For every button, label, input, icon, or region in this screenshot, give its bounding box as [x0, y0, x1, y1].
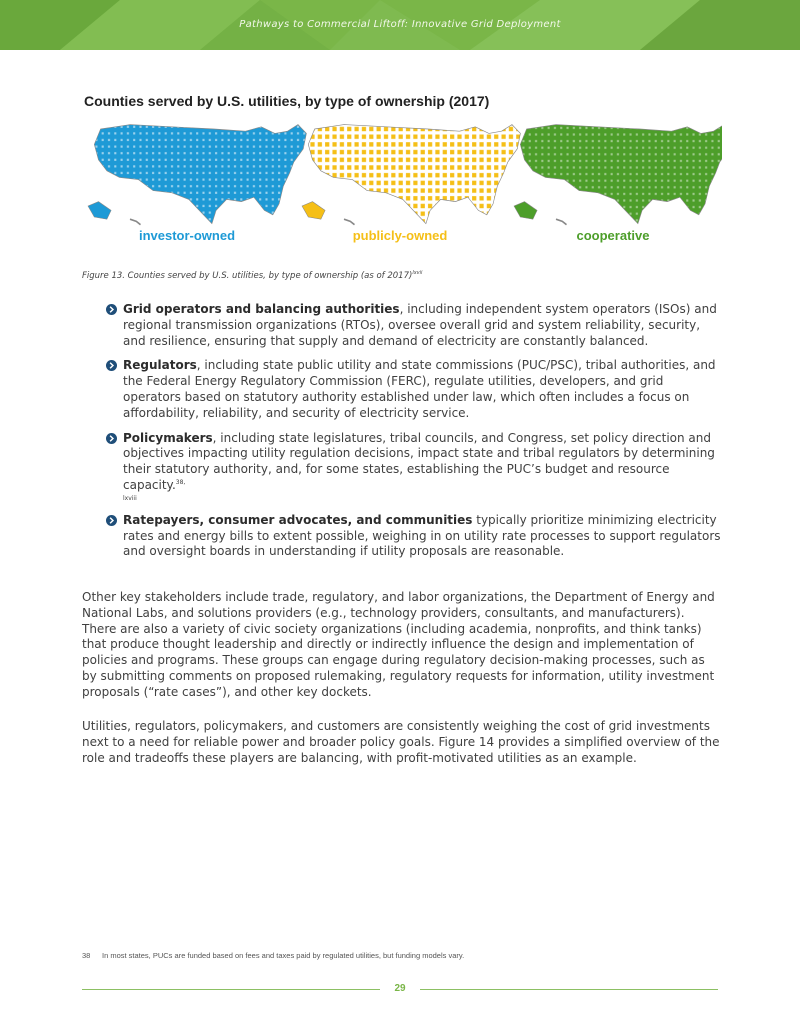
footnote-number: 38: [82, 951, 91, 960]
stakeholder-list: [106, 302, 722, 569]
header-title: Pathways to Commercial Liftoff: Innovative Grid Deployment: [239, 19, 561, 30]
page-number: 29: [394, 983, 406, 994]
figure-caption-ref: lxvii: [412, 270, 423, 276]
footer-rule-right: [420, 989, 718, 990]
list-item-endnote-ref: lxviii: [123, 494, 137, 502]
map-publicly-owned: [302, 125, 520, 225]
chevron-circle-icon: [106, 360, 117, 371]
list-item-title: Ratepayers, consumer advocates, and communities: [123, 512, 473, 527]
header-banner: [0, 0, 800, 50]
list-item: [106, 358, 722, 421]
body-paragraph: Other key stakeholders include trade, regulatory, and labor organizations, the Department of Energy and National Labs, and solutions providers (e.g., technology providers, consultants, and manufacturers). There are also a variety of civic society organizations (including academia, nonprofits, and think tanks) that produce thought leadership and directly or indirectly influence the design and implementation of policies and programs. These groups can engage during regulatory decision-making processes, such as by submitting comments on proposed rulemaking, regulatory requests for information, utility investment proposals (“rate cases”), and other key dockets.: [82, 590, 715, 699]
map-label-cooperative: cooperative: [576, 228, 650, 243]
map-cooperative: [514, 125, 722, 225]
list-item: [106, 431, 722, 504]
list-item: [106, 302, 722, 349]
map-label-investor-owned: investor-owned: [138, 228, 236, 243]
map-investor-owned: [88, 125, 306, 225]
chevron-circle-icon: [106, 304, 117, 315]
footnote: [82, 951, 464, 960]
list-item-text: , including state legislatures, tribal councils, and Congress, set policy direction and objectives impacting utility regulation decisions, impact state and tribal regulators by determining their statutory authority, and, for some states, establishing the PUC’s budget and resource capacity.: [123, 430, 715, 492]
body-paragraph: Utilities, regulators, policymakers, and customers are consistently weighing the cost of grid investments next to a need for reliable power and broader policy goals. Figure 14 provides a simplified overview of the role and tradeoffs these players are balancing, with profit-motivated utilities as an example.: [82, 719, 720, 765]
list-item-title: Regulators: [123, 358, 197, 373]
figure-caption: [82, 270, 422, 281]
list-item-text: , including state public utility and state commissions (PUC/PSC), tribal authorities, and the Federal Energy Regulatory Commission (FERC), regulate utilities, developers, and grid operators based on statutory authority established under law, which often includes a focus on affordability, reliability, and security of electricity service.: [123, 358, 716, 420]
chevron-circle-icon: [106, 433, 117, 444]
figure-title: Counties served by U.S. utilities, by type of ownership (2017): [84, 93, 490, 109]
list-item-text: typically prioritize minimizing electricity rates and energy bills to extent possible, weighing in on utility rate processes to support regulators and oversight boards in understanding if utility proposals are reasonable.: [123, 512, 721, 559]
chevron-circle-icon: [106, 515, 117, 526]
list-item-title: Grid operators and balancing authorities: [123, 302, 400, 316]
list-item-text: , including independent system operators (ISOs) and regional transmission organizations (RTOs), oversee overall grid and system reliability, security, and resilience, ensuring that supply and demand of electricity are constantly balanced.: [123, 302, 717, 348]
footnote-text: In most states, PUCs are funded based on fees and taxes paid by regulated utilities, but funding models vary.: [102, 951, 465, 960]
figure-caption-text: Figure 13. Counties served by U.S. utilities, by type of ownership (as of 2017): [82, 270, 413, 281]
list-item-title: Policymakers: [123, 430, 213, 445]
list-item: [106, 513, 722, 560]
footer-rule-left: [82, 989, 380, 990]
list-item-footnote-ref: 38,: [175, 478, 186, 486]
map-label-publicly-owned: publicly-owned: [352, 228, 448, 243]
